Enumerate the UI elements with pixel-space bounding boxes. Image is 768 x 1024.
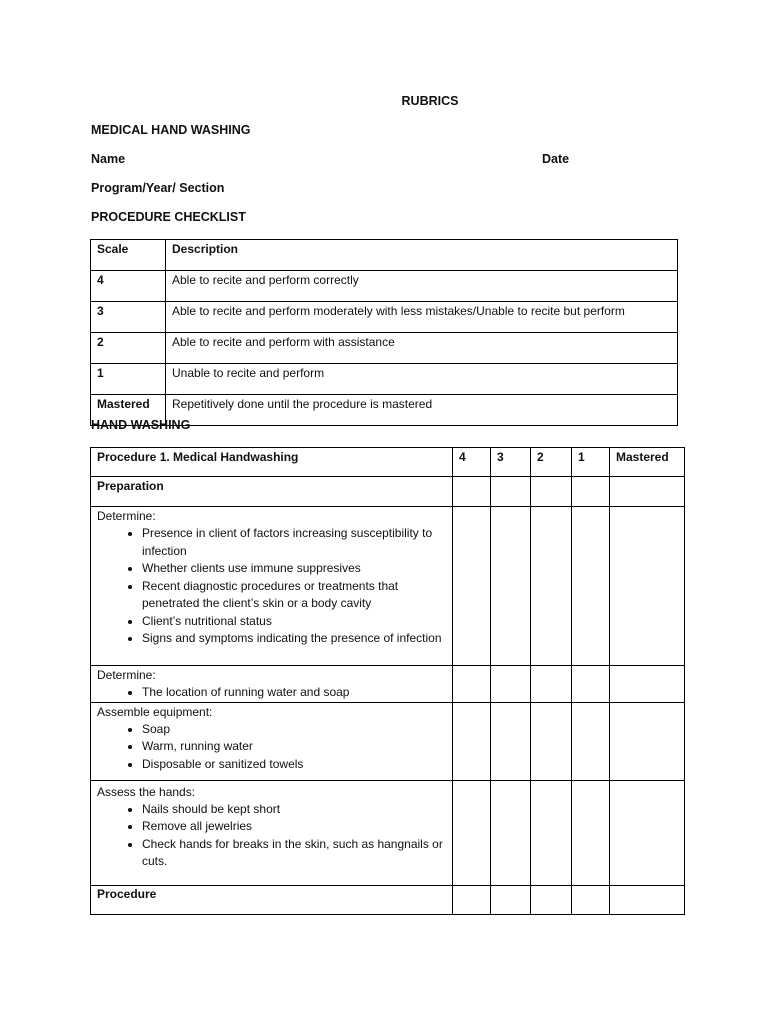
step-cell (91, 666, 453, 703)
list-item: • Check hands for breaks in the skin, such as hangnails or cuts. (142, 836, 452, 871)
list-item: • Recent diagnostic procedures or treatments that penetrated the client’s skin or a body cavity (142, 578, 452, 613)
score-cell (572, 507, 610, 666)
table-row (91, 507, 685, 666)
table-row (91, 885, 685, 914)
step-cell (91, 702, 453, 780)
score-cell (610, 702, 685, 780)
score-header-4: 4 (453, 448, 491, 477)
score-cell (572, 666, 610, 703)
scale-header: Scale (91, 240, 166, 271)
table-row (91, 448, 685, 477)
score-cell (491, 477, 531, 507)
score-cell (572, 477, 610, 507)
list-item: • Remove all jewelries (142, 818, 452, 836)
step-label: Assess the hands: (97, 784, 196, 799)
step-cell (91, 780, 453, 885)
score-cell (531, 666, 572, 703)
list-item: • Disposable or sanitized towels (142, 756, 452, 774)
description-header: Description (166, 240, 678, 271)
scale-table (90, 239, 678, 426)
table-row (91, 271, 678, 302)
scale-value: 3 (91, 302, 166, 333)
score-cell (531, 477, 572, 507)
score-cell (491, 702, 531, 780)
score-cell (491, 780, 531, 885)
scale-value: Mastered (91, 395, 166, 426)
score-cell (453, 780, 491, 885)
table-row (91, 240, 678, 271)
name-label: Name (91, 152, 126, 166)
list-item: • Warm, running water (142, 738, 452, 756)
preparation-label: Preparation (91, 477, 453, 507)
scale-description: Able to recite and perform correctly (166, 271, 678, 302)
table-row (91, 477, 685, 507)
step-list (97, 721, 452, 774)
step-label: Determine: (97, 668, 156, 682)
step-list (97, 525, 452, 648)
procedure-label: Procedure (91, 885, 453, 914)
score-cell (491, 885, 531, 914)
score-cell (531, 885, 572, 914)
program-label: Program/Year/ Section (91, 181, 225, 195)
step-cell (91, 507, 453, 666)
score-cell (531, 702, 572, 780)
step-list (97, 801, 452, 871)
step-label: Assemble equipment: (97, 704, 213, 719)
table-row (91, 702, 685, 780)
checklist-heading: PROCEDURE CHECKLIST (91, 210, 246, 224)
table-row (91, 333, 678, 364)
table-row (91, 666, 685, 703)
scale-value: 1 (91, 364, 166, 395)
score-header-1: 1 (572, 448, 610, 477)
score-cell (531, 780, 572, 885)
scale-description: Repetitively done until the procedure is mastered (166, 395, 678, 426)
list-item: • Whether clients use immune suppresives (142, 560, 452, 578)
score-cell (453, 477, 491, 507)
list-item: • Client’s nutritional status (142, 613, 452, 631)
score-cell (491, 507, 531, 666)
score-header-mastered: Mastered (610, 448, 685, 477)
table-row (91, 364, 678, 395)
step-list (97, 684, 452, 702)
score-cell (572, 780, 610, 885)
score-cell (572, 702, 610, 780)
list-item: • Signs and symptoms indicating the presence of infection (142, 630, 452, 648)
section-heading: HAND WASHING (91, 418, 191, 432)
procedure-table (90, 447, 685, 915)
score-header-3: 3 (491, 448, 531, 477)
procedure-header: Procedure 1. Medical Handwashing (91, 448, 453, 477)
scale-value: 2 (91, 333, 166, 364)
table-row (91, 302, 678, 333)
score-cell (610, 780, 685, 885)
score-cell (453, 702, 491, 780)
score-cell (453, 885, 491, 914)
score-cell (453, 666, 491, 703)
scale-description: Unable to recite and perform (166, 364, 678, 395)
score-cell (572, 885, 610, 914)
score-cell (610, 885, 685, 914)
score-cell (610, 666, 685, 703)
step-label: Determine: (97, 509, 156, 523)
scale-description: Able to recite and perform moderately with less mistakes/Unable to recite but perform (166, 302, 678, 333)
table-row (91, 780, 685, 885)
page-title: RUBRICS (401, 94, 459, 108)
subject-heading: MEDICAL HAND WASHING (91, 123, 251, 137)
list-item: • Presence in client of factors increasing susceptibility to infection (142, 525, 452, 560)
list-item: • Soap (142, 721, 452, 739)
score-cell (531, 507, 572, 666)
score-cell (610, 477, 685, 507)
scale-value: 4 (91, 271, 166, 302)
score-header-2: 2 (531, 448, 572, 477)
list-item: • Nails should be kept short (142, 801, 452, 819)
score-cell (453, 507, 491, 666)
list-item: • The location of running water and soap (142, 684, 452, 702)
score-cell (610, 507, 685, 666)
score-cell (491, 666, 531, 703)
scale-description: Able to recite and perform with assistance (166, 333, 678, 364)
date-label: Date (542, 152, 570, 166)
